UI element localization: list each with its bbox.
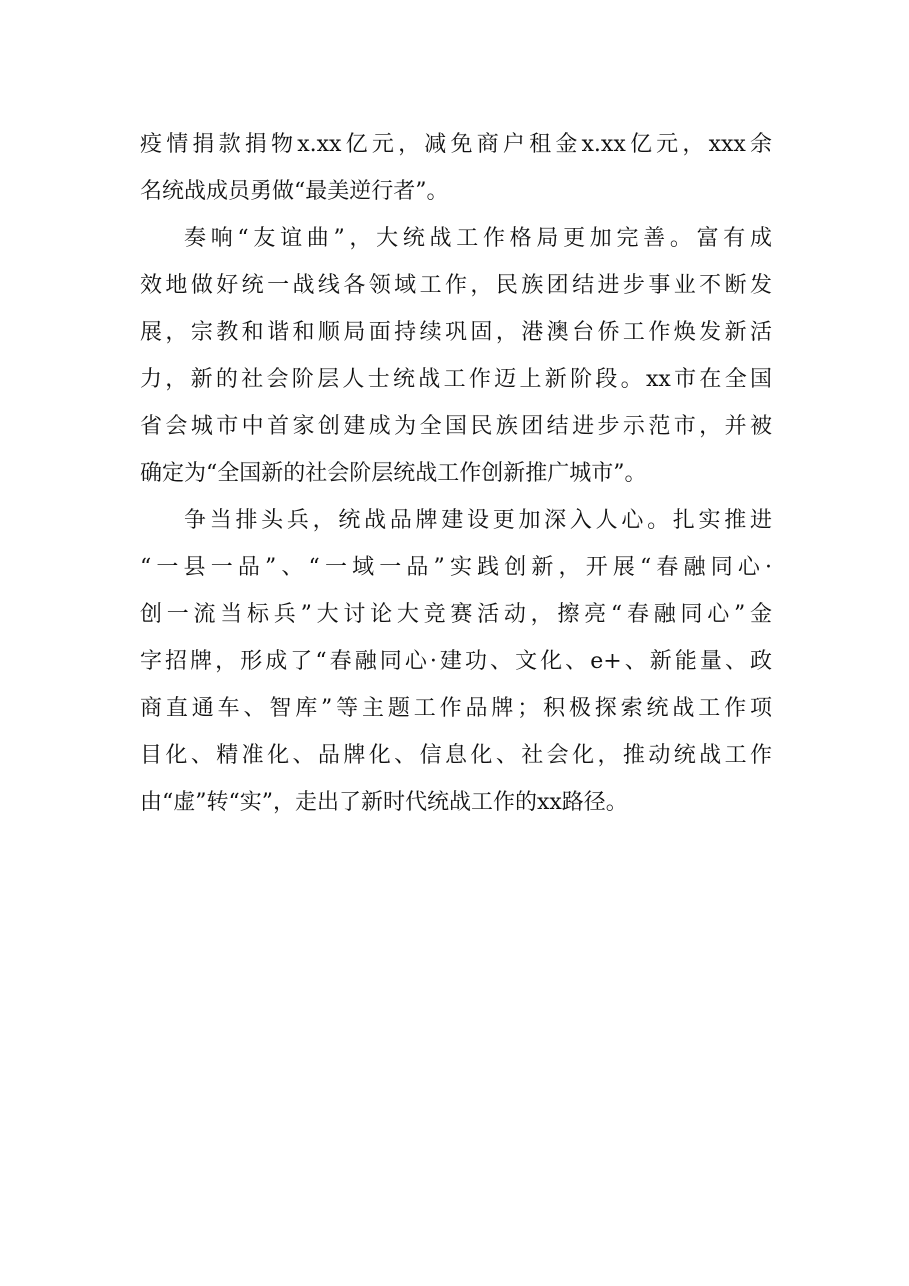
text-line: 省会城市中首家创建成为全国民族团结进步示范市，并被 bbox=[140, 414, 772, 439]
paragraph-first-line: 奏响“友谊曲”，大统战工作格局更加完善。富有成 bbox=[184, 226, 772, 251]
text-line: 名统战成员勇做“最美逆行者”。 bbox=[140, 179, 449, 204]
paragraph-first-line: 争当排头兵，统战品牌建设更加深入人心。扎实推进 bbox=[184, 508, 772, 533]
text-line: 字招牌，形成了“春融同心·建功、文化、e+、新能量、政 bbox=[140, 649, 772, 674]
text-line: 展，宗教和谐和顺局面持续巩固，港澳台侨工作焕发新活 bbox=[140, 320, 772, 345]
document-body bbox=[140, 121, 772, 826]
text-line: 效地做好统一战线各领域工作，民族团结进步事业不断发 bbox=[140, 273, 772, 298]
text-line: “一县一品”、“一域一品”实践创新，开展“春融同心· bbox=[140, 555, 772, 580]
text-line: 创一流当标兵”大讨论大竞赛活动，擦亮“春融同心”金 bbox=[140, 602, 772, 627]
text-line: 疫情捐款捐物x.xx亿元，减免商户租金x.xx亿元，xxx余 bbox=[140, 132, 772, 157]
text-line: 力，新的社会阶层人士统战工作迈上新阶段。xx市在全国 bbox=[140, 367, 772, 392]
text-line: 目化、精准化、品牌化、信息化、社会化，推动统战工作 bbox=[140, 743, 772, 768]
text-line: 商直通车、智库”等主题工作品牌；积极探索统战工作项 bbox=[140, 696, 772, 721]
text-line: 由“虚”转“实”，走出了新时代统战工作的xx路径。 bbox=[140, 790, 628, 815]
text-line: 确定为“全国新的社会阶层统战工作创新推广城市”。 bbox=[140, 461, 647, 486]
